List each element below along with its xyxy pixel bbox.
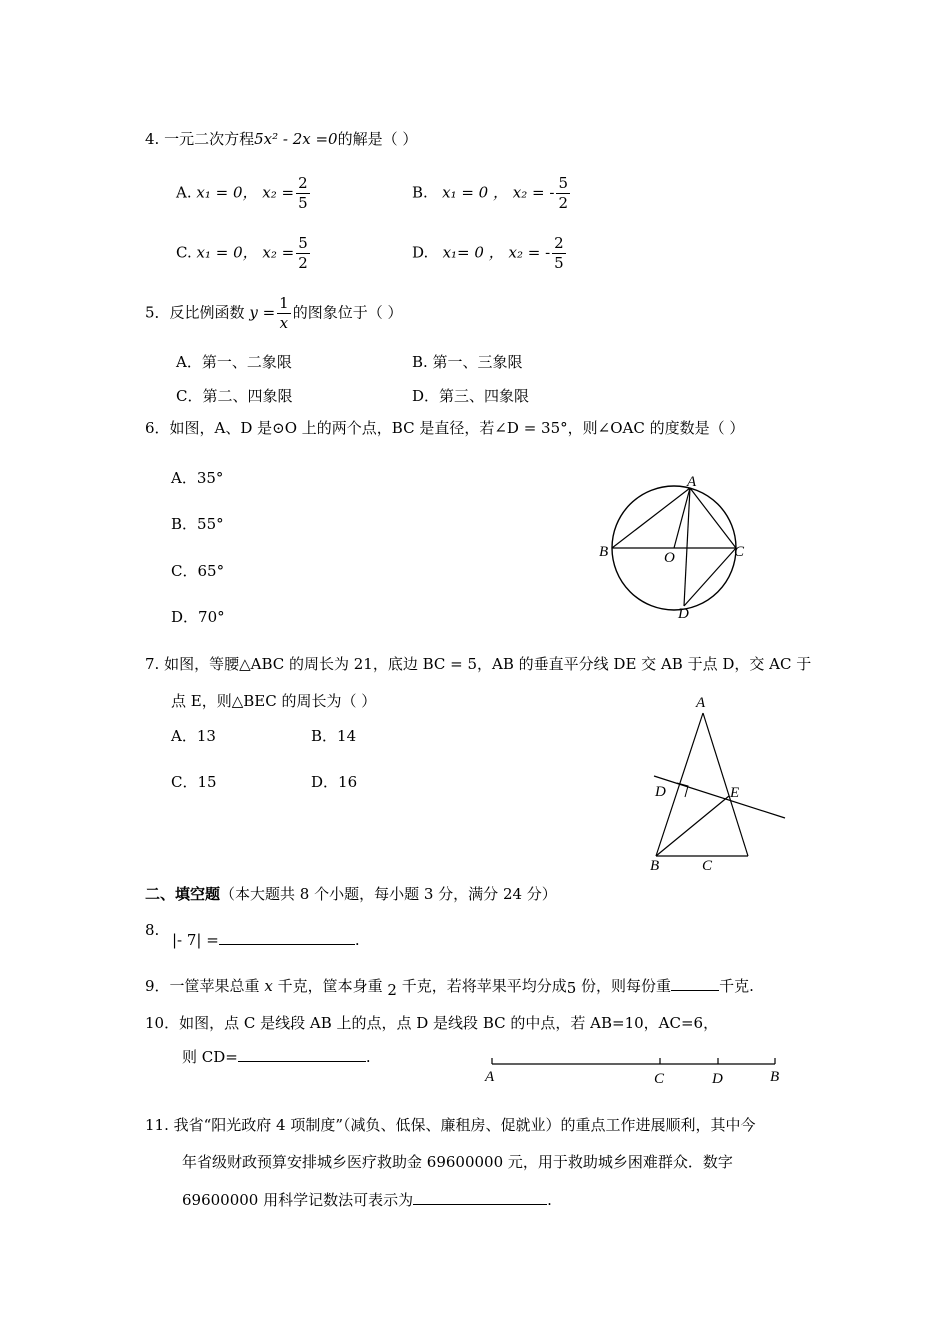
option-x2-label: x₂ = [262, 183, 295, 202]
option-sign: - [549, 183, 555, 202]
q8-number: 8. [145, 921, 160, 939]
option-x2-label: x₂ = [512, 183, 545, 202]
q6-stem: 6．如图，A、D 是⊙O 上的两个点，BC 是直径，若∠D = 35°，则∠OAC 的度数是（ ） [145, 419, 745, 437]
option-x2-label: x₂ = [262, 243, 295, 262]
label-a: A [485, 1069, 495, 1085]
option-label: C. [176, 243, 192, 262]
q5-func-lhs: y = [249, 303, 276, 322]
section-title: 二、填空题 [145, 885, 221, 903]
q7-option-a[interactable]: A．13 [171, 727, 216, 745]
option-label: B. [412, 183, 428, 202]
option-fraction: $\frac{5}{2}$ [558, 174, 568, 212]
q4-option-c[interactable] [176, 236, 312, 271]
section-note: （本大题共 8 个小题，每小题 3 分，满分 24 分） [220, 885, 557, 903]
q6-option-c[interactable]: C．65° [171, 562, 225, 580]
q9-answer-blank[interactable] [671, 976, 719, 991]
option-fraction: $\frac{2}{5}$ [298, 174, 308, 212]
q4-option-d[interactable] [412, 236, 568, 271]
q4-stem [145, 128, 417, 149]
segment-ab [612, 488, 690, 548]
q7-option-b[interactable]: B．14 [311, 727, 357, 745]
q7-stem-line2: 点 E，则△BEC 的周长为（ ） [171, 692, 377, 710]
q5-fraction: $\frac{1}{x}$ [279, 294, 289, 332]
q5-stem-suffix: 的图象位于（ ） [292, 303, 403, 322]
q10-line1: 10．如图，点 C 是线段 AB 上的点，点 D 是线段 BC 的中点，若 AB=10，AC=6， [145, 1014, 719, 1032]
q5-option-b[interactable]: B. 第一、三象限 [412, 353, 523, 371]
q7-option-c[interactable]: C．15 [171, 773, 217, 791]
option-label: D. [412, 243, 429, 262]
label-d: D [712, 1071, 723, 1087]
label-b: B [770, 1069, 780, 1085]
q10-segment-figure [480, 1052, 790, 1092]
option-fraction: $\frac{2}{5}$ [554, 234, 564, 272]
option-x1: x₁ = 0 ， [442, 183, 508, 202]
q10-answer-blank[interactable] [238, 1047, 366, 1062]
q11-line2: 年省级财政预算安排城乡医疗救助金 69600000 元，用于救助城乡困难群众．数字 [182, 1153, 733, 1171]
option-x1: x₁ = 0， [196, 183, 258, 202]
label-b: B [650, 858, 660, 874]
q10-line2: 则 CD= . [182, 1048, 371, 1066]
q6-option-a[interactable]: A．35° [171, 469, 224, 487]
option-fraction: $\frac{5}{2}$ [298, 234, 308, 272]
label-a: A [696, 695, 706, 711]
q4-option-b[interactable] [412, 176, 572, 211]
option-sign: - [545, 243, 551, 262]
label-a: A [687, 474, 697, 490]
option-label: A. [176, 183, 192, 202]
option-x1: x₁ = 0， [196, 243, 258, 262]
q5-stem [145, 296, 402, 331]
label-d: D [678, 606, 689, 622]
q7-option-d[interactable]: D．16 [311, 773, 358, 791]
label-o: O [664, 550, 675, 566]
segment-be [656, 796, 729, 856]
q6-option-b[interactable]: B．55° [171, 515, 224, 533]
q11-answer-blank[interactable] [413, 1190, 547, 1205]
option-x2-label: x₂ = [508, 243, 541, 262]
q8-expr: |- 7| = [172, 931, 219, 949]
label-d: D [655, 784, 666, 800]
side-ac [703, 713, 748, 856]
q5-option-d[interactable]: D．第三、四象限 [412, 387, 530, 405]
q4-stem-suffix: 的解是（ ） [337, 130, 418, 148]
label-b: B [599, 544, 609, 560]
q9-stem: 9．一筐苹果总重 x 千克，筐本身重 2 千克，若将苹果平均分成5 份，则每份重 千克. [145, 977, 754, 999]
q5-stem-prefix: 5．反比例函数 [145, 303, 245, 322]
label-c: C [734, 544, 745, 560]
q5-option-a[interactable]: A．第一、二象限 [176, 353, 292, 371]
section-heading [145, 883, 557, 904]
q8-expression: |- 7| = . [172, 931, 360, 949]
q7-triangle-figure [640, 690, 795, 875]
label-c: C [702, 858, 713, 874]
label-e: E [730, 785, 740, 801]
q11-line3: 69600000 用科学记数法可表示为 . [182, 1191, 552, 1209]
q6-option-d[interactable]: D．70° [171, 608, 225, 626]
label-c: C [654, 1071, 665, 1087]
q11-line1: 11. 我省“阳光政府 4 项制度”（减负、低保、廉租房、促就业）的重点工作进展顺利，其中今 [145, 1116, 756, 1134]
q4-stem-prefix: 4. 一元二次方程 [145, 130, 255, 148]
q7-stem-line1: 7. 如图，等腰△ABC 的周长为 21，底边 BC = 5，AB 的垂直平分线 DE 交 AB 于点 D，交 AC 于 [145, 655, 812, 673]
q8-answer-blank[interactable] [219, 930, 355, 945]
q5-option-c[interactable]: C．第二、四象限 [176, 387, 293, 405]
q4-equation: 5x² - 2x =0 [254, 130, 338, 148]
option-x1: x₁= 0 ， [442, 243, 504, 262]
q4-option-a[interactable] [176, 176, 312, 211]
line-de [654, 776, 785, 818]
segment-ac [690, 488, 736, 548]
q6-circle-figure [590, 470, 760, 630]
